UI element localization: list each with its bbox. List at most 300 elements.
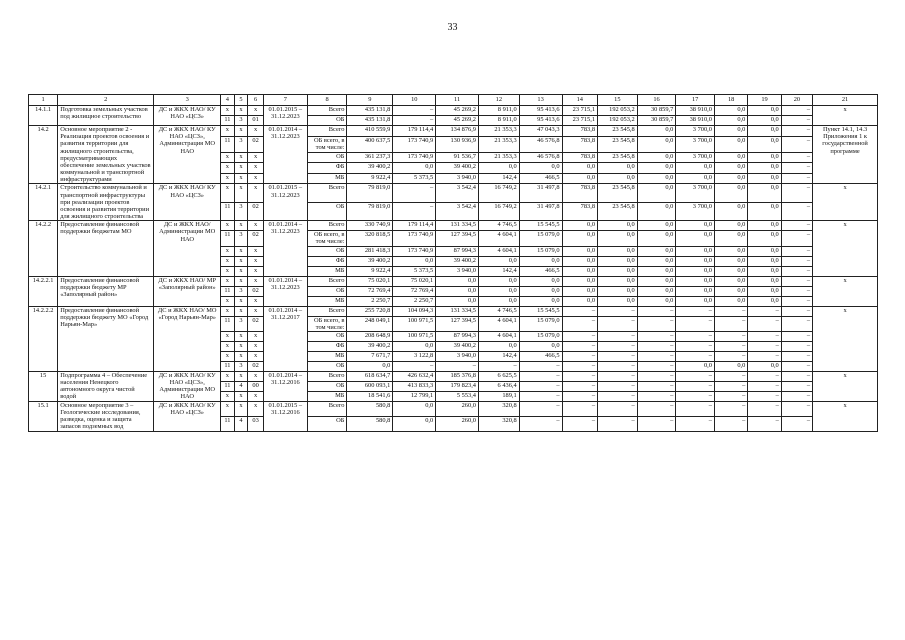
amount-cell: – <box>748 416 781 431</box>
amount-cell: 95 413,6 <box>519 106 562 116</box>
column-header: 1 <box>29 95 58 106</box>
source-label: Всего <box>307 401 347 416</box>
source-label: ФБ <box>307 163 347 174</box>
code-cell: x <box>221 163 235 174</box>
amount-cell: 0,0 <box>637 286 676 296</box>
amount-cell: 0,0 <box>598 296 638 306</box>
item-executor: ДС и ЖКХ НАО/ МР «Заполярный район» <box>154 276 221 306</box>
amount-cell: 47 043,3 <box>519 126 562 137</box>
amount-cell: – <box>676 341 715 351</box>
source-label: МБ <box>307 391 347 401</box>
amount-cell: 15 545,5 <box>519 221 562 231</box>
amount-cell: 281 418,3 <box>347 246 393 256</box>
code-cell: x <box>234 371 248 381</box>
amount-cell: 466,5 <box>519 351 562 361</box>
code-cell: x <box>234 331 248 341</box>
source-label: ФБ <box>307 256 347 266</box>
amount-cell: 46 576,8 <box>519 152 562 163</box>
amount-cell: 0,0 <box>748 256 781 266</box>
amount-cell: 39 400,2 <box>347 256 393 266</box>
amount-cell: 15 079,0 <box>519 246 562 256</box>
amount-cell: 45 269,2 <box>436 106 479 116</box>
code-cell: 11 <box>221 286 235 296</box>
amount-cell: 131 334,5 <box>436 306 479 316</box>
amount-cell: 4 604,1 <box>479 316 520 331</box>
code-cell: 3 <box>234 231 248 246</box>
budget-table <box>28 94 878 432</box>
amount-cell: 21 353,3 <box>479 136 520 152</box>
code-cell: x <box>248 106 264 116</box>
amount-cell: – <box>598 391 638 401</box>
amount-cell: 426 632,4 <box>393 371 436 381</box>
amount-cell: – <box>637 416 676 431</box>
column-header: 15 <box>598 95 638 106</box>
source-label: МБ <box>307 296 347 306</box>
amount-cell: 0,0 <box>562 296 598 306</box>
code-cell: x <box>234 306 248 316</box>
amount-cell: 39 400,2 <box>436 256 479 266</box>
item-note: x <box>813 184 878 221</box>
amount-cell: 15 079,0 <box>519 316 562 331</box>
amount-cell: 0,0 <box>748 116 781 126</box>
code-cell: x <box>221 341 235 351</box>
amount-cell: 0,0 <box>637 231 676 246</box>
amount-cell: – <box>676 391 715 401</box>
item-note: Пункт 14.1, 14.3 Приложения 1 к государственной программе <box>813 126 878 184</box>
source-label: ОБ <box>307 116 347 126</box>
amount-cell: 142,4 <box>479 351 520 361</box>
amount-cell: – <box>637 371 676 381</box>
item-executor: ДС и ЖКХ НАО/ Администрации МО НАО <box>154 221 221 276</box>
amount-cell: – <box>598 371 638 381</box>
amount-cell: – <box>714 381 747 391</box>
amount-cell: 6 436,4 <box>479 381 520 391</box>
amount-cell: – <box>748 401 781 416</box>
amount-cell: – <box>781 126 812 137</box>
amount-cell: 18 541,6 <box>347 391 393 401</box>
amount-cell: – <box>393 106 436 116</box>
amount-cell: – <box>781 306 812 316</box>
amount-cell: 23 715,1 <box>562 116 598 126</box>
amount-cell: 38 910,0 <box>676 106 715 116</box>
code-cell: x <box>221 401 235 416</box>
amount-cell: – <box>781 106 812 116</box>
amount-cell: 0,0 <box>714 276 747 286</box>
amount-cell: 95 413,6 <box>519 116 562 126</box>
item-period: 01.01.2015 – 31.12.2016 <box>263 401 307 431</box>
amount-cell: 4 604,1 <box>479 331 520 341</box>
code-cell: 02 <box>248 202 264 220</box>
amount-cell: 0,0 <box>714 116 747 126</box>
amount-cell: 0,0 <box>637 246 676 256</box>
amount-cell: – <box>781 163 812 174</box>
source-label: ОБ всего, в том числе: <box>307 136 347 152</box>
amount-cell: 38 910,0 <box>676 116 715 126</box>
amount-cell: 0,0 <box>637 173 676 184</box>
item-period: 01.01.2014 – 31.12.2017 <box>263 306 307 371</box>
amount-cell: 5 373,5 <box>393 266 436 276</box>
column-header: 5 <box>234 95 248 106</box>
amount-cell: 192 053,2 <box>598 106 638 116</box>
amount-cell: – <box>562 416 598 431</box>
amount-cell: 0,0 <box>748 266 781 276</box>
item-name: Строительство коммунальной и транспортной инфраструктуры при реализации проектов освоения и развития территории для жилищного строительства <box>58 184 154 221</box>
amount-cell: – <box>714 341 747 351</box>
amount-cell: 2 250,7 <box>347 296 393 306</box>
amount-cell: – <box>637 391 676 401</box>
amount-cell: – <box>393 361 436 371</box>
amount-cell: – <box>479 361 520 371</box>
source-label: Всего <box>307 221 347 231</box>
source-label: ОБ всего, в том числе: <box>307 231 347 246</box>
table-row <box>29 306 878 316</box>
amount-cell: – <box>748 371 781 381</box>
column-header: 20 <box>781 95 812 106</box>
amount-cell: 179 823,4 <box>436 381 479 391</box>
source-label: ОБ <box>307 152 347 163</box>
amount-cell: 0,0 <box>714 202 747 220</box>
amount-cell: – <box>562 341 598 351</box>
amount-cell: 3 700,0 <box>676 152 715 163</box>
amount-cell: 208 648,9 <box>347 331 393 341</box>
amount-cell: 0,0 <box>436 286 479 296</box>
code-cell: x <box>234 351 248 361</box>
amount-cell: 0,0 <box>748 221 781 231</box>
amount-cell: 0,0 <box>393 401 436 416</box>
amount-cell: – <box>598 351 638 361</box>
amount-cell: – <box>781 341 812 351</box>
code-cell: x <box>221 296 235 306</box>
amount-cell: – <box>676 371 715 381</box>
amount-cell: 127 394,5 <box>436 231 479 246</box>
amount-cell: – <box>781 184 812 202</box>
amount-cell: 100 971,5 <box>393 316 436 331</box>
amount-cell: 0,0 <box>748 361 781 371</box>
amount-cell: – <box>519 416 562 431</box>
amount-cell: – <box>598 341 638 351</box>
amount-cell: 0,0 <box>637 276 676 286</box>
code-cell: x <box>248 152 264 163</box>
code-cell: 00 <box>248 381 264 391</box>
item-note: x <box>813 106 878 126</box>
amount-cell: 30 859,7 <box>637 106 676 116</box>
amount-cell: 0,0 <box>562 286 598 296</box>
amount-cell: – <box>676 306 715 316</box>
amount-cell: 0,0 <box>676 256 715 266</box>
amount-cell: – <box>393 202 436 220</box>
amount-cell: 0,0 <box>637 256 676 266</box>
amount-cell: 0,0 <box>562 163 598 174</box>
amount-cell: – <box>781 401 812 416</box>
code-cell: x <box>248 276 264 286</box>
amount-cell: 0,0 <box>519 256 562 266</box>
code-cell: 3 <box>234 361 248 371</box>
amount-cell: 320,8 <box>479 416 520 431</box>
code-cell: 3 <box>234 202 248 220</box>
amount-cell: 0,0 <box>393 163 436 174</box>
amount-cell: 0,0 <box>748 136 781 152</box>
amount-cell: – <box>598 416 638 431</box>
amount-cell: 45 269,2 <box>436 116 479 126</box>
amount-cell: 3 940,0 <box>436 351 479 361</box>
column-header: 7 <box>263 95 307 106</box>
source-label: МБ <box>307 173 347 184</box>
amount-cell: – <box>637 381 676 391</box>
amount-cell: 8 911,0 <box>479 116 520 126</box>
amount-cell: 580,8 <box>347 416 393 431</box>
amount-cell: – <box>676 351 715 361</box>
amount-cell: – <box>598 316 638 331</box>
amount-cell: 3 940,0 <box>436 266 479 276</box>
code-cell: x <box>221 152 235 163</box>
amount-cell: – <box>748 391 781 401</box>
amount-cell: 3 700,0 <box>676 126 715 137</box>
amount-cell: 192 053,2 <box>598 116 638 126</box>
amount-cell: 3 940,0 <box>436 173 479 184</box>
amount-cell: 0,0 <box>714 221 747 231</box>
amount-cell: 15 079,0 <box>519 231 562 246</box>
amount-cell: 0,0 <box>637 126 676 137</box>
amount-cell: – <box>562 361 598 371</box>
amount-cell: – <box>562 306 598 316</box>
code-cell: x <box>234 276 248 286</box>
code-cell: 4 <box>234 381 248 391</box>
amount-cell: 0,0 <box>562 231 598 246</box>
amount-cell: 0,0 <box>748 276 781 286</box>
amount-cell: 0,0 <box>714 361 747 371</box>
amount-cell: 0,0 <box>748 184 781 202</box>
amount-cell: 0,0 <box>714 184 747 202</box>
item-code: 14.2.2.1 <box>29 276 58 306</box>
amount-cell: 0,0 <box>748 286 781 296</box>
amount-cell: 0,0 <box>748 231 781 246</box>
code-cell: x <box>248 371 264 381</box>
amount-cell: 91 536,7 <box>436 152 479 163</box>
amount-cell: 783,8 <box>562 152 598 163</box>
item-executor: ДС и ЖКХ НАО/ МО «Город Нарьян-Мар» <box>154 306 221 371</box>
amount-cell: – <box>748 331 781 341</box>
code-cell: x <box>221 331 235 341</box>
column-header: 3 <box>154 95 221 106</box>
amount-cell: 179 114,4 <box>393 126 436 137</box>
amount-cell: 72 769,4 <box>393 286 436 296</box>
amount-cell: 72 769,4 <box>347 286 393 296</box>
amount-cell: 4 746,5 <box>479 221 520 231</box>
amount-cell: – <box>781 246 812 256</box>
amount-cell: 46 576,8 <box>519 136 562 152</box>
code-cell: 11 <box>221 202 235 220</box>
amount-cell: 5 553,4 <box>436 391 479 401</box>
code-cell: x <box>234 184 248 202</box>
amount-cell: 0,0 <box>637 202 676 220</box>
source-label: ОБ <box>307 246 347 256</box>
column-header: 2 <box>58 95 154 106</box>
item-name: Предоставление финансовой поддержки бюджетам МО <box>58 221 154 276</box>
amount-cell: 0,0 <box>637 296 676 306</box>
amount-cell: 0,0 <box>676 296 715 306</box>
amount-cell: – <box>598 306 638 316</box>
amount-cell: 0,0 <box>562 276 598 286</box>
item-name: Подпрограмма 4 – Обеспечение населения Ненецкого автономного округа чистой водой <box>58 371 154 401</box>
code-cell: 02 <box>248 136 264 152</box>
amount-cell: – <box>562 316 598 331</box>
amount-cell: 0,0 <box>637 152 676 163</box>
amount-cell: 330 740,9 <box>347 221 393 231</box>
amount-cell: 0,0 <box>714 152 747 163</box>
amount-cell: 783,8 <box>562 184 598 202</box>
amount-cell: 0,0 <box>479 163 520 174</box>
amount-cell: – <box>714 316 747 331</box>
amount-cell: 134 876,9 <box>436 126 479 137</box>
code-cell: x <box>221 184 235 202</box>
amount-cell: – <box>781 221 812 231</box>
table-row <box>29 276 878 286</box>
amount-cell: 21 353,3 <box>479 152 520 163</box>
item-period: 01.01.2014 – 31.12.2023 <box>263 126 307 184</box>
amount-cell: 618 634,7 <box>347 371 393 381</box>
amount-cell: 600 093,1 <box>347 381 393 391</box>
amount-cell: 0,0 <box>676 286 715 296</box>
amount-cell: – <box>714 391 747 401</box>
amount-cell: 0,0 <box>748 152 781 163</box>
item-name: Подготовка земельных участков под жилищное строительство <box>58 106 154 126</box>
amount-cell: 400 637,5 <box>347 136 393 152</box>
item-period: 01.01.2015 – 31.12.2023 <box>263 106 307 126</box>
column-header: 10 <box>393 95 436 106</box>
amount-cell: – <box>637 401 676 416</box>
amount-cell: – <box>781 256 812 266</box>
amount-cell: 179 114,4 <box>393 221 436 231</box>
amount-cell: – <box>519 381 562 391</box>
code-cell: 11 <box>221 381 235 391</box>
amount-cell: 0,0 <box>562 221 598 231</box>
amount-cell: 16 749,2 <box>479 184 520 202</box>
amount-cell: 130 936,9 <box>436 136 479 152</box>
amount-cell: – <box>781 202 812 220</box>
amount-cell: 87 994,3 <box>436 331 479 341</box>
code-cell: 02 <box>248 231 264 246</box>
amount-cell: 9 922,4 <box>347 266 393 276</box>
amount-cell: 0,0 <box>479 276 520 286</box>
amount-cell: 0,0 <box>676 276 715 286</box>
code-cell: 02 <box>248 286 264 296</box>
amount-cell: – <box>519 361 562 371</box>
source-label: ОБ <box>307 416 347 431</box>
amount-cell: – <box>781 136 812 152</box>
amount-cell: 248 049,1 <box>347 316 393 331</box>
amount-cell: 4 746,5 <box>479 306 520 316</box>
amount-cell: – <box>781 361 812 371</box>
amount-cell: 0,0 <box>562 246 598 256</box>
amount-cell: 0,0 <box>562 173 598 184</box>
amount-cell: 31 497,8 <box>519 202 562 220</box>
item-period: 01.01.2014 – 31.12.2016 <box>263 371 307 401</box>
amount-cell: – <box>781 152 812 163</box>
amount-cell: – <box>781 371 812 381</box>
amount-cell: 0,0 <box>519 296 562 306</box>
code-cell: 3 <box>234 286 248 296</box>
amount-cell: 0,0 <box>748 296 781 306</box>
amount-cell: 0,0 <box>748 202 781 220</box>
amount-cell: 7 671,7 <box>347 351 393 361</box>
source-label: Всего <box>307 306 347 316</box>
amount-cell: 0,0 <box>519 163 562 174</box>
amount-cell: 0,0 <box>637 136 676 152</box>
code-cell: 11 <box>221 416 235 431</box>
item-note: x <box>813 401 878 431</box>
amount-cell: 0,0 <box>479 296 520 306</box>
item-note: x <box>813 221 878 276</box>
amount-cell: – <box>676 316 715 331</box>
amount-cell: 0,0 <box>562 256 598 266</box>
amount-cell: – <box>598 381 638 391</box>
item-executor: ДС и ЖКХ НАО/ КУ НАО «ЦСЗ» <box>154 401 221 431</box>
item-code: 14.2.2.2 <box>29 306 58 371</box>
column-header: 16 <box>637 95 676 106</box>
amount-cell: 5 373,5 <box>393 173 436 184</box>
amount-cell: 0,0 <box>393 256 436 266</box>
code-cell: 02 <box>248 361 264 371</box>
amount-cell: 23 545,8 <box>598 136 638 152</box>
column-header: 14 <box>562 95 598 106</box>
amount-cell: 15 545,5 <box>519 306 562 316</box>
amount-cell: – <box>562 331 598 341</box>
amount-cell: – <box>562 401 598 416</box>
code-cell: x <box>221 221 235 231</box>
amount-cell: 435 131,8 <box>347 106 393 116</box>
amount-cell: – <box>781 381 812 391</box>
code-cell: x <box>221 391 235 401</box>
code-cell: 4 <box>234 416 248 431</box>
code-cell: x <box>221 173 235 184</box>
amount-cell: – <box>393 116 436 126</box>
header-row <box>29 95 878 106</box>
table-row <box>29 221 878 231</box>
amount-cell: 0,0 <box>714 126 747 137</box>
code-cell: 11 <box>221 231 235 246</box>
amount-cell: 320,8 <box>479 401 520 416</box>
code-cell: 11 <box>221 361 235 371</box>
amount-cell: – <box>748 351 781 361</box>
column-header: 21 <box>813 95 878 106</box>
item-executor: ДС и ЖКХ НАО/ КУ НАО «ЦСЗ», Администрация МО НАО <box>154 126 221 184</box>
amount-cell: – <box>676 331 715 341</box>
amount-cell: 0,0 <box>436 296 479 306</box>
code-cell: x <box>234 126 248 137</box>
page-number: 33 <box>447 22 458 33</box>
amount-cell: 23 715,1 <box>562 106 598 116</box>
code-cell: 02 <box>248 316 264 331</box>
code-cell: x <box>221 106 235 116</box>
amount-cell: – <box>637 341 676 351</box>
amount-cell: – <box>781 296 812 306</box>
amount-cell: 189,1 <box>479 391 520 401</box>
amount-cell: 0,0 <box>598 221 638 231</box>
amount-cell: – <box>781 173 812 184</box>
code-cell: 11 <box>221 116 235 126</box>
amount-cell: 3 700,0 <box>676 202 715 220</box>
amount-cell: – <box>781 331 812 341</box>
amount-cell: 79 819,0 <box>347 202 393 220</box>
item-executor: ДС и ЖКХ НАО/ КУ НАО «ЦСЗ» <box>154 184 221 221</box>
amount-cell: 466,5 <box>519 266 562 276</box>
source-label: Всего <box>307 371 347 381</box>
amount-cell: 23 545,8 <box>598 184 638 202</box>
amount-cell: 410 559,9 <box>347 126 393 137</box>
amount-cell: 173 740,9 <box>393 246 436 256</box>
amount-cell: 0,0 <box>519 276 562 286</box>
amount-cell: 0,0 <box>748 126 781 137</box>
